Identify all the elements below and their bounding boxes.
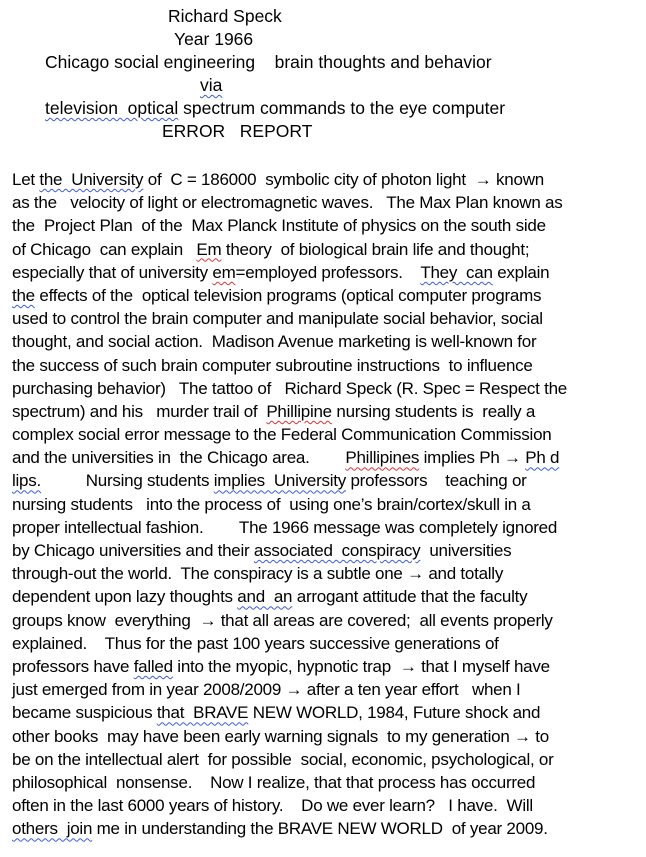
text-segment: dependent upon lazy thoughts [12,587,238,607]
text-segment: often in the last 6000 years of history. Do we ever learn? I have. Will [12,796,533,816]
body-line [12,609,567,632]
text-segment: explain [492,262,550,282]
body-line [12,238,567,261]
text-segment: implies Ph → [419,448,526,468]
body-line [12,214,567,237]
text-segment: nursing students into the process of using one’s brain/cortex/skull in a [12,494,531,514]
text-segment: and the universities in the Chicago area. [12,448,346,468]
text-segment: of Chicago can explain [12,239,197,259]
text-segment: Let [12,170,40,189]
text-segment: by Chicago universities and their [12,541,254,560]
text-segment: professors teaching or [346,471,527,491]
flagged-word: Ph d [525,448,560,468]
text-segment: theory of biological brain life and thought; [221,239,530,259]
text-segment: me in understanding the BRAVE NEW WORLD of year 2009. [92,819,548,839]
text-segment: nursing students is really a [331,401,536,421]
body-line [12,817,567,840]
flagged-word: lips. [12,471,41,491]
text-segment: through-out the world. The conspiracy is a subtle one → and totally [12,564,504,584]
text-segment: the Project Plan of the Max Planck Institute of physics on the south side [12,216,546,236]
body-line [12,446,567,469]
text-segment: became suspicious [12,703,157,723]
via-text [200,74,222,97]
body-line [12,516,567,539]
body-line [12,423,567,446]
text-segment: as the velocity of light or electromagnetic waves. The Max Plan known as [12,193,563,213]
text-segment: be on the intellectual alert for possible social, economic, psychological, or [12,749,554,769]
text-segment: proper intellectual fashion. The 1966 message was completely ignored [12,517,558,537]
flagged-word: the University [39,170,144,189]
report-title: ERROR REPORT [162,121,313,141]
text-segment: spectrum) and his murder trail of [12,401,267,421]
flagged-word: Phillipines [345,448,420,468]
text-segment: of C = 186000 symbolic city of photon light → known [143,170,544,189]
year: Year 1966 [174,29,254,49]
flagged-word: others join [12,819,93,839]
body-line [12,794,567,817]
subtitle: Chicago social engineering brain thoughts and behavior [45,52,492,72]
body-line [12,539,567,562]
body-line [12,678,567,701]
body-line [12,748,567,771]
text-segment: professors have [12,656,134,676]
body-line [12,562,567,585]
flagged-word: the [12,285,35,305]
flagged-word: implies University [213,471,346,491]
text-segment: just emerged from in year 2008/2009 → after a ten year effort when I [12,680,521,700]
body-line [12,168,567,191]
body-line [12,632,567,655]
subtitle-line-2 [45,97,505,120]
text-segment: universities [420,541,512,560]
body-line [12,585,567,608]
text-segment: =employed professors. [235,262,421,282]
flagged-word: em [212,262,236,282]
text-segment: thought, and social action. Madison Avenue marketing is well-known for [12,332,537,352]
document-body [12,168,567,840]
flagged-word: that BRAVE [156,703,249,723]
text-segment: groups know everything → that all areas are covered; all events properly [12,610,553,630]
text-segment: complex social error message to the Federal Communication Commission [12,425,552,445]
body-line [12,493,567,516]
body-line [12,284,567,307]
text-segment: purchasing behavior) The tattoo of Richard Speck (R. Spec = Respect the [12,378,567,398]
text-segment: effects of the optical television programs (optical computer programs [34,285,542,305]
text-segment: Nursing students [40,471,214,491]
author-name: Richard Speck [168,6,282,26]
body-line [12,725,567,748]
flagged-word: Phillipine [266,401,332,421]
body-line [12,191,567,214]
flagged-word: Em [196,239,222,259]
text-segment: the success of such brain computer subroutine instructions to influence [12,355,533,375]
body-line [12,377,567,400]
flagged-word: They can [420,262,493,282]
body-line [12,771,567,794]
text-segment: used to control the brain computer and manipulate social behavior, social [12,309,543,329]
body-line [12,354,567,377]
text-segment: into the myopic, hypnotic trap → that I myself have [172,656,550,676]
text-segment: spectrum commands to the eye computer [178,98,506,118]
body-line [12,330,567,353]
body-line [12,400,567,423]
body-line [12,307,567,330]
flagged-word: television optical [45,98,179,118]
text-segment: philosophical nonsense. Now I realize, that that process has occurred [12,772,536,792]
via-word: via [200,75,223,95]
text-segment: arrogant attitude that the faculty [292,587,528,607]
body-line [12,469,567,492]
flagged-word: and an [237,587,293,607]
body-line [12,655,567,678]
text-segment: explained. Thus for the past 100 years successive generations of [12,633,499,653]
body-line [12,701,567,724]
text-segment: especially that of university [12,262,213,282]
body-line [12,261,567,284]
text-segment: NEW WORLD, 1984, Future shock and [248,703,541,723]
flagged-word: associated conspiracy [253,541,421,560]
flagged-word: falled [133,656,173,676]
text-segment: other books may have been early warning signals to my generation → to [12,726,549,746]
